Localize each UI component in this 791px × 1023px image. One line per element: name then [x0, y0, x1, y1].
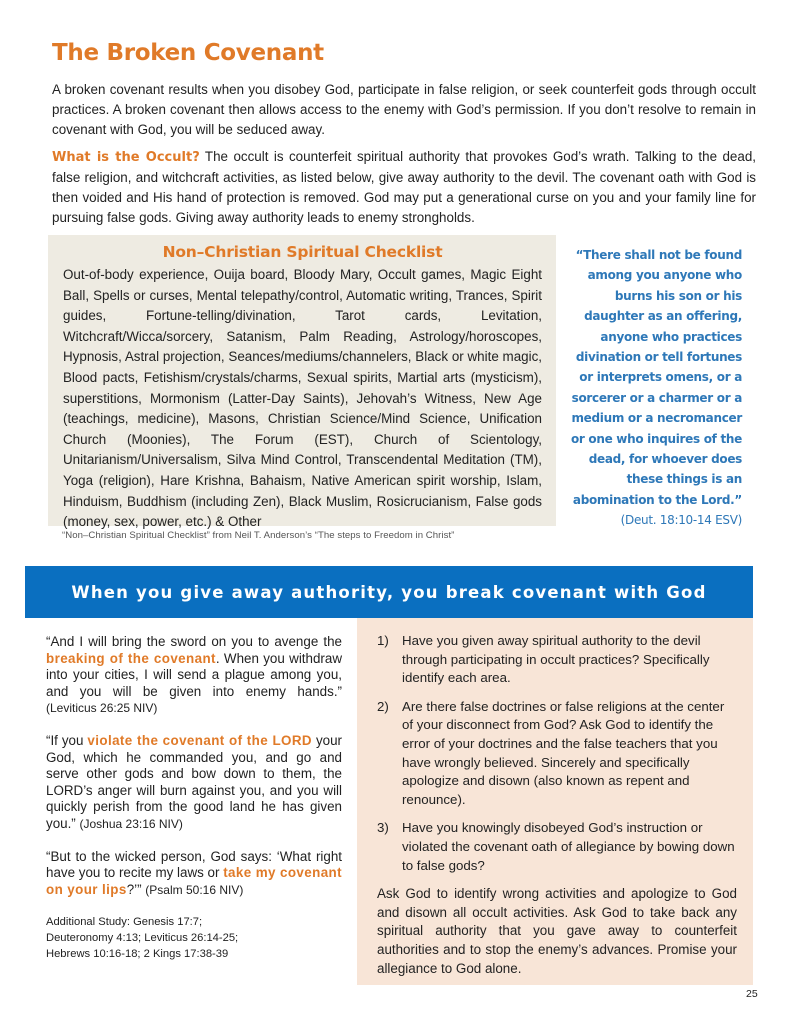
checklist-body: Out-of-body experience, Ouija board, Bloody Mary, Occult games, Magic Eight Ball, Spells or curses, Mental telepathy/control, Automatic writing, Trances, Spirit guides, Fortune-telling/divination, Tarot cards, Levitation, Witchcraft/Wicca/sorcery, Satanism, Palm Reading, Astrology/horoscopes, Hypnosis, Astral projection, Seances/mediums/channelers, Black or white magic, Blood pacts, Fetishism/crystals/charms, Sexual spirits, Martial arts (mysticism), superstitions, Mormonism (Latter-Day Saints), Jehovah’s Witness, New Age (teachings, medicine), Masons, Christian Science/Mind Science, Unification Church (Moonies), The Forum (EST), Church of Scientology, Unitarianism/Universalism, Silva Mind Control, Transcendental Meditation (TM), Yoga (religion), Hare Krishna, Bahaism, Native American spirit worship, Islam, Hinduism, Buddhism (including Zen), Black Muslim, Rosicrucianism, False gods (money, sex, power, etc.) & Other [63, 267, 542, 530]
section-banner: When you give away authority, you break covenant with God [25, 566, 753, 618]
question-item [377, 698, 737, 810]
question-item [377, 819, 737, 875]
question-item [377, 632, 737, 688]
scripture-reference: (Psalm 50:16 NIV) [145, 882, 244, 897]
intro-paragraph: A broken covenant results when you disobey God, participate in false religion, or seek counterfeit gods through occult practices. A broken covenant then allows access to the enemy with God’s permission. If you don’t resolve to remain in covenant with God, you will be seduced away. [52, 82, 756, 137]
scripture-text: “But to the wicked person, God says: ‘What right have you to recite my laws or [46, 848, 342, 881]
scripture-column [46, 634, 342, 962]
scripture-text: . When you withdraw into your cities, I will send a plague among you, and you will be given into enemy hands.” [46, 650, 342, 699]
scripture-reference: (Leviticus 26:25 NIV) [46, 701, 158, 716]
sidebar-verse-text: “There shall not be found among you anyone who burns his son or his daughter as an offering, anyone who practices divination or tell fortunes or interprets omens, or a sorcerer or a charmer or a medium or a necromancer or one who inquires of the dead, for whoever does these things is an abomination to the Lord.” [570, 248, 742, 507]
scripture-highlight: violate the covenant of the LORD [87, 732, 312, 748]
scripture-reference: (Joshua 23:16 NIV) [79, 816, 183, 831]
additional-study [46, 914, 342, 962]
page-title: The Broken Covenant [52, 40, 324, 66]
checklist-box [48, 235, 556, 530]
checklist-credit: “Non–Christian Spiritual Checklist” from Neil T. Anderson’s “The steps to Freedom in Christ” [62, 530, 455, 541]
scripture-text: “If you [46, 732, 88, 748]
scripture-leviticus [46, 634, 342, 717]
question-text: Have you knowingly disobeyed God’s instruction or violated the covenant oath of allegiance by bowing down to false gods? [402, 820, 735, 873]
occult-label: What is the Occult [52, 150, 193, 165]
occult-question-mark: ? [192, 150, 200, 165]
question-text: Have you given away spiritual authority to the devil through participating in occult practices? Specifically identify each area. [402, 633, 710, 686]
questions-list [377, 632, 737, 875]
scripture-highlight: breaking of the covenant [46, 650, 216, 666]
sidebar-verse-reference: (Deut. 18:10-14 ESV) [620, 513, 742, 528]
additional-study-line: Additional Study: Genesis 17:7; [46, 916, 203, 929]
checklist-title: Non–Christian Spiritual Checklist [162, 243, 443, 261]
questions-box [357, 618, 753, 985]
occult-paragraph [52, 147, 756, 228]
page-number: 25 [746, 988, 758, 1000]
scripture-joshua [46, 733, 342, 833]
question-number: 1) [377, 633, 389, 648]
scripture-psalm [46, 849, 342, 899]
occult-text: The occult is counterfeit spiritual authority that provokes God’s wrath. Talking to the dead, false religion, and witchcraft activities, as listed below, give away authority to the devil. The covenant oath with God is then voided and His hand of protection is removed. God may put a generational curse on you and your family line for pursuing false gods. Giving away authority leads to enemy strongholds. [52, 149, 756, 225]
question-number: 3) [377, 820, 389, 836]
additional-study-line: Deuteronomy 4:13; Leviticus 26:14-25; [46, 932, 239, 945]
scripture-text: your God, which he commanded you, and go and serve other gods and bow down to them, the LORD’s anger will burn against you, and you will quickly perish from the good land he has given you.” [46, 732, 342, 831]
scripture-text: ?’” [126, 881, 146, 897]
additional-study-line: Hebrews 10:16-18; 2 Kings 17:38-39 [46, 948, 229, 961]
scripture-highlight: take my covenant on your lips [46, 865, 342, 897]
sidebar-verse [562, 245, 742, 531]
closing-paragraph: Ask God to identify wrong activities and apologize to God and disown all occult activities. Ask God to take back any spiritual authority that you gave away to counterfeit authorities and to stop the enemy’s advances. Promise your allegiance to God alone. [377, 886, 737, 976]
question-number: 2) [377, 698, 389, 714]
question-text: Are there false doctrines or false religions at the center of your disconnect from God? Ask God to identify the error of your doctrines and the false teachers that you have wrongly believed. Sincerely and specifically apologize and disown (also known as repent and renounce). [402, 698, 725, 807]
scripture-text: “And I will bring the sword on you to avenge the [46, 634, 342, 649]
